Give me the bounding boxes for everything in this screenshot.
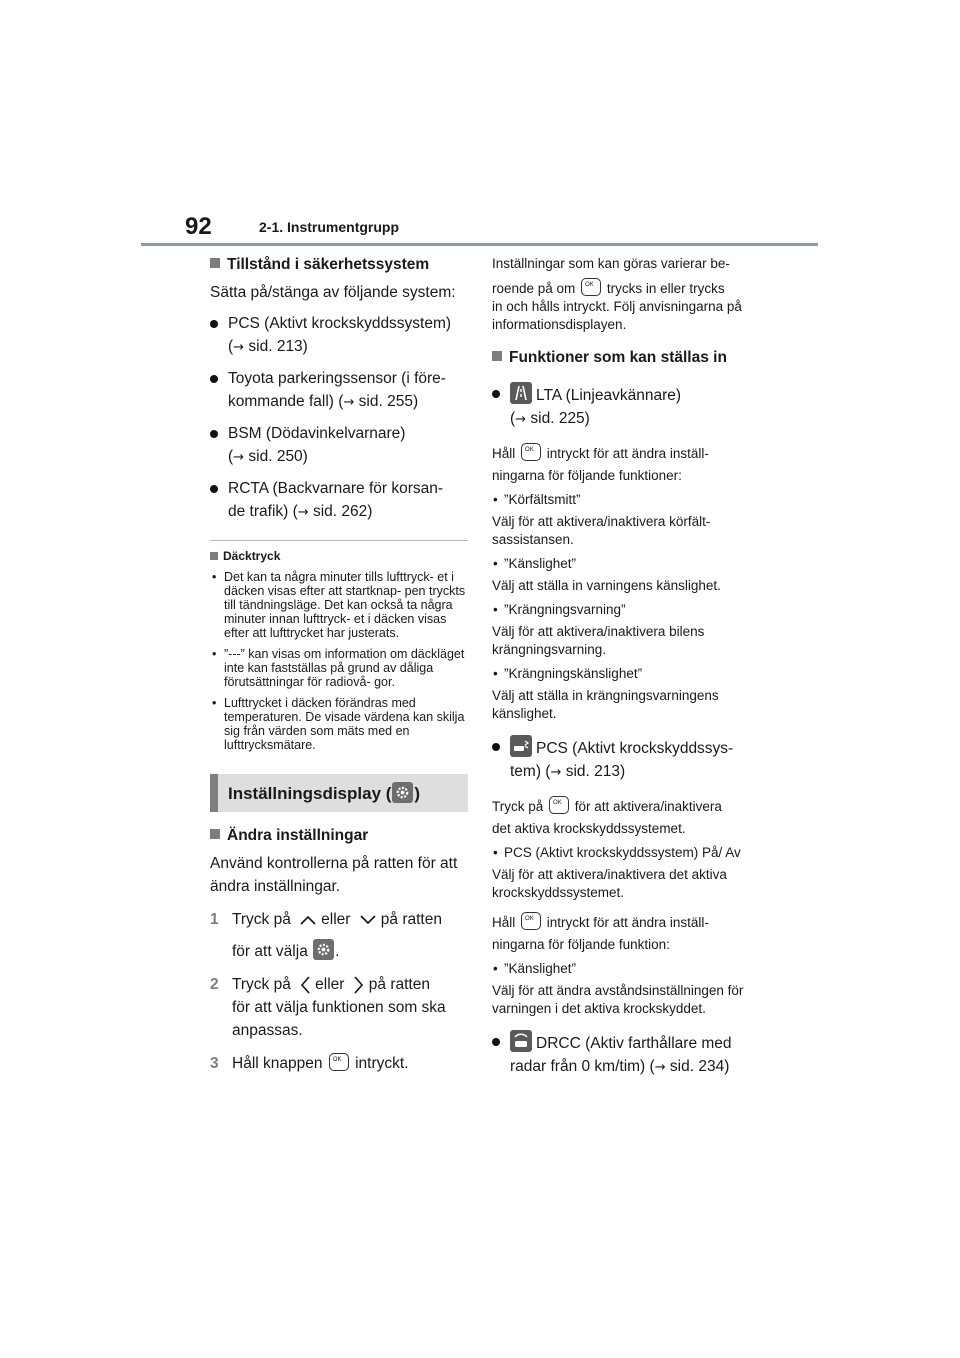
sub-option-desc: Välj för att aktivera/inaktivera det aktiva krockskyddssystemet. [492,867,727,900]
list-item: DRCC (Aktiv farthållare med radar från 0 km/tim) (→ sid. 234) [492,1030,750,1079]
bullet-icon [492,1038,500,1046]
section-title: 2-1. Instrumentgrupp [259,219,400,235]
page-number: 92 [185,213,212,240]
change-intro: Använd kontrollerna på ratten för att ändra inställningar. [210,855,458,895]
tire-note: • Lufttrycket i däcken förändras med temperaturen. De visade värdena kan skilja sig från värden som mäts med en lufttrycksmätare. [212,696,465,752]
tire-heading: Däcktryck [210,549,468,563]
step-item: 2 Tryck på eller på ratten för att välja funktionen som ska anpassas. [210,976,446,1039]
chevron-left-icon [299,975,311,995]
divider [210,540,468,541]
chevron-up-icon [299,914,317,926]
intro-text: Inställningar som kan göras varierar be- roende på om OK trycks in eller trycks in och hålls intryckt. Följ anvisningarna på informationsdisplayen. [492,256,742,332]
sub-option-desc: Välj att ställa in varningens känslighet. [492,578,721,593]
left-column [210,255,468,1075]
gear-icon [392,782,413,803]
list-item: RCTA (Backvarnare för korsan- de trafik) (→ sid. 262) [210,477,468,524]
bullet-icon [210,375,218,383]
ok-button-icon: OK [521,443,541,461]
list-item: BSM (Dödavinkelvarnare) (→ sid. 250) [210,422,468,469]
pcs-hold-text: Håll OK intryckt för att ändra inställ- ningarna för följande funktion: [492,912,750,954]
header-rule [141,243,818,246]
safety-heading: Tillstånd i säkerhetssystem [210,255,468,275]
radar-cruise-icon [510,1030,532,1052]
ok-button-icon: OK [581,278,601,296]
sub-option: • PCS (Aktivt krockskyddssystem) På/ Av [493,845,741,860]
ok-button-icon: OK [549,796,569,814]
right-column [492,255,750,1079]
settings-display-title: Inställningsdisplay ( ) [228,784,421,803]
tire-note: • ”---” kan visas om information om däckläget inte kan fastställas på grund av dåliga förutsättningar för radiovå- gor. [212,647,465,689]
change-heading: Ändra inställningar [210,826,468,846]
list-item: Toyota parkeringssensor (i före- kommande fall) (→ sid. 255) [210,367,468,414]
bullet-icon [210,485,218,493]
bullet-icon [492,743,500,751]
bullet-icon [210,430,218,438]
sub-option-desc: Välj för att ändra avståndsinställningen för varningen i det aktiva krockskyddet. [492,983,744,1016]
square-bullet-icon [210,829,220,839]
square-bullet-icon [492,351,502,361]
sub-option-desc: Välj för att aktivera/inaktivera bilens krängningsvarning. [492,624,705,657]
step-item: 3 Håll knappen OK intryckt. [210,1055,409,1072]
settings-display-band [210,774,468,812]
tire-note: • Det kan ta några minuter tills lufttryck- et i däcken visas efter att startknap- pen tryckts till tändningsläge. Det kan också ta några minuter innan lufttryck- et i däcken visas efter att lufttrycket har justerats. [212,570,466,640]
bullet-icon [210,320,218,328]
chevron-right-icon [353,975,365,995]
ok-button-icon: OK [521,912,541,930]
lta-hold-text: Håll OK intryckt för att ändra inställ- ningarna för följande funktioner: [492,443,750,485]
list-item: PCS (Aktivt krockskyddssystem) (→ sid. 213) [210,312,468,359]
safety-intro: Sätta på/stänga av följande system: [210,284,456,301]
pre-collision-icon [510,735,532,757]
sub-option: • ”Känslighet” [493,961,577,976]
step-item: 1 Tryck på eller på ratten för att välja . [210,911,442,960]
pcs-press-text: Tryck på OK för att aktivera/inaktivera det aktiva krockskyddssystemet. [492,796,750,838]
square-bullet-icon [210,258,220,268]
sub-option-desc: Välj för att aktivera/inaktivera körfält- sassistansen. [492,514,711,547]
sub-option-desc: Välj att ställa in krängningsvarningens känslighet. [492,688,719,721]
list-item: LTA (Linjeavkännare) (→ sid. 225) [492,382,750,431]
lane-assist-icon [510,382,532,404]
list-item: PCS (Aktivt krockskyddssys- tem) (→ sid. 213) [492,735,750,784]
sub-option: • ”Krängningsvarning” [493,602,626,617]
chevron-down-icon [359,914,377,926]
sub-option: • ”Körfältsmitt” [493,492,581,507]
gear-icon [313,939,334,960]
sub-option: • ”Krängningskänslighet” [493,666,643,681]
functions-heading: Funktioner som kan ställas in [492,348,750,368]
square-bullet-icon [210,552,218,560]
ok-button-icon: OK [329,1053,349,1071]
sub-option: • ”Känslighet” [493,556,577,571]
bullet-icon [492,390,500,398]
